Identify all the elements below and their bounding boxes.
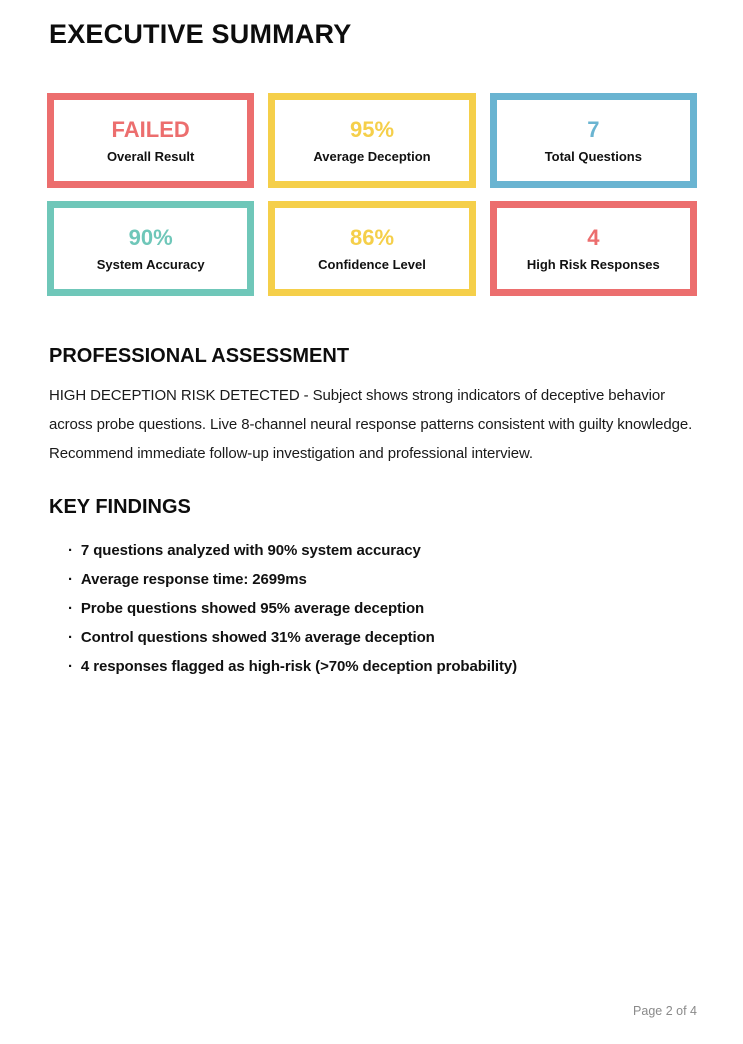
finding-text: Control questions showed 31% average deception bbox=[80, 629, 435, 646]
stat-value: FAILED bbox=[111, 116, 190, 142]
finding-text: 4 responses flagged as high-risk (>70% deception probability) bbox=[80, 658, 517, 675]
section-heading-professional-assessment: PROFESSIONAL ASSESSMENT bbox=[49, 345, 350, 367]
stat-label: Total Questions bbox=[544, 148, 642, 164]
stat-label: Overall Result bbox=[106, 148, 195, 164]
stat-card-average-deception bbox=[268, 93, 475, 188]
bullet-icon: · bbox=[68, 629, 73, 646]
stat-label: System Accuracy bbox=[96, 256, 205, 272]
stat-card-high-risk-responses bbox=[490, 201, 697, 296]
assessment-text: HIGH DECEPTION RISK DETECTED - Subject shows strong indicators of deceptive behavior across probe questions. Live 8-channel neural response patterns consistent with guilty knowledge. Recommend immediate follow-up investigation and professional interview. bbox=[49, 387, 693, 462]
stat-label: High Risk Responses bbox=[526, 256, 660, 272]
stat-card-overall-result bbox=[47, 93, 254, 188]
bullet-icon: · bbox=[68, 600, 73, 617]
stat-value: 7 bbox=[587, 116, 600, 142]
finding-item bbox=[68, 565, 699, 594]
stat-value: 90% bbox=[128, 224, 173, 250]
page-title: EXECUTIVE SUMMARY bbox=[49, 19, 352, 49]
stat-value: 95% bbox=[349, 116, 395, 142]
bullet-icon: · bbox=[68, 542, 73, 559]
key-findings-list bbox=[49, 536, 699, 681]
finding-text: Probe questions showed 95% average deception bbox=[80, 600, 425, 617]
finding-item bbox=[68, 652, 699, 681]
section-heading-key-findings: KEY FINDINGS bbox=[49, 496, 191, 518]
bullet-icon: · bbox=[68, 658, 73, 675]
finding-item bbox=[68, 594, 699, 623]
finding-text: Average response time: 2699ms bbox=[80, 571, 307, 588]
finding-item bbox=[68, 536, 699, 565]
finding-text: 7 questions analyzed with 90% system accuracy bbox=[80, 542, 421, 559]
stat-card-confidence-level bbox=[268, 201, 475, 296]
stat-label: Confidence Level bbox=[318, 256, 426, 272]
stat-card-system-accuracy bbox=[47, 201, 254, 296]
finding-item bbox=[68, 623, 699, 652]
summary-stats-grid bbox=[47, 93, 697, 296]
page-number: Page 2 of 4 bbox=[633, 1004, 697, 1018]
stat-label: Average Deception bbox=[313, 148, 431, 164]
stat-value: 86% bbox=[349, 224, 395, 250]
stat-value: 4 bbox=[587, 224, 600, 250]
bullet-icon: · bbox=[68, 571, 73, 588]
stat-card-total-questions bbox=[490, 93, 697, 188]
